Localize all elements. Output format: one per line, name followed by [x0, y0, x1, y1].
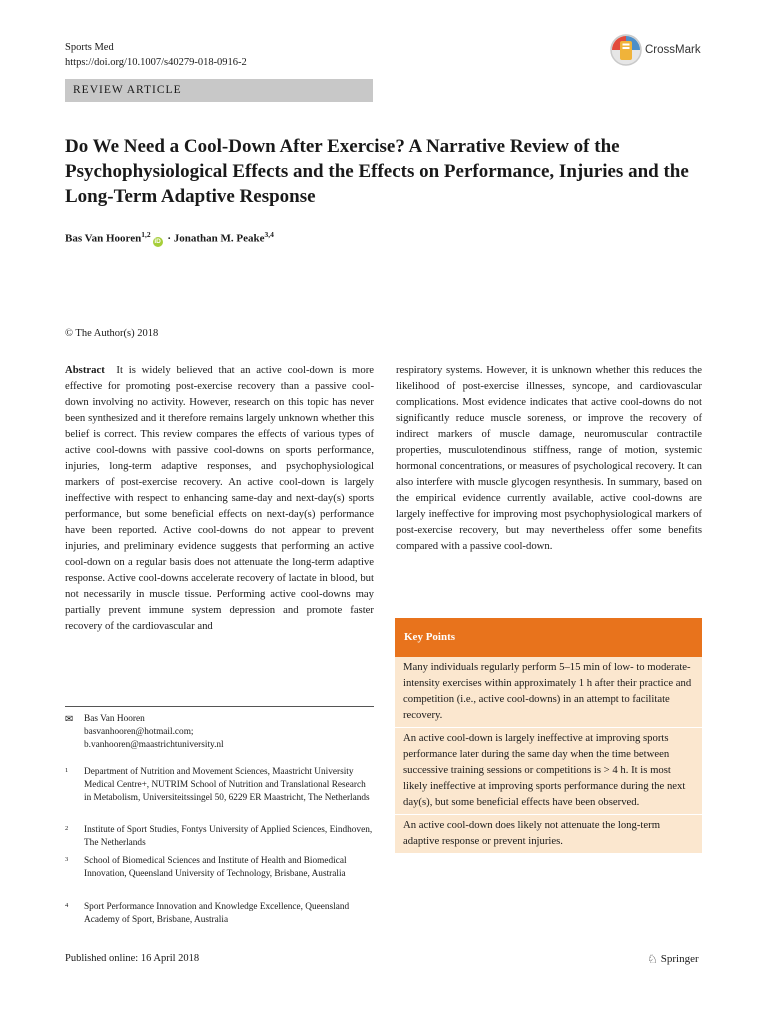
doi-link[interactable]: https://doi.org/10.1007/s40279-018-0916-2 [65, 57, 247, 68]
footnote-divider [65, 706, 374, 707]
abstract-right-column [396, 362, 702, 554]
article-title: Do We Need a Cool-Down After Exercise? A Narrative Review of the Psychophysiological Effects and the Effects on Performance, Injuries and the Long-Term Adaptive Response [65, 136, 689, 207]
article-type: REVIEW ARTICLE [73, 84, 182, 96]
correspondence [65, 713, 374, 750]
abstract-text-right: respiratory systems. However, it is unknown whether this reduces the likelihood of post-exercise illnesses, syncope, and cardiovascular complications. Most evidence indicates that active cool-downs do not significantly reduce muscle soreness, or improve the recovery of indirect markers of muscle damage, neuromuscular contractile properties, musculotendinous stiffness, range of motion, systemic hormonal concentrations, or measures of psychological recovery. It can also interfere with muscle glycogen resynthesis. In summary, based on the empirical evidence currently available, active cool-downs are largely ineffective for improving most psychophysiological markers of post-exercise recovery, but may nevertheless offer some benefits compared with a passive cool-down. [396, 364, 702, 552]
journal-name: Sports Med [65, 42, 114, 53]
author-name[interactable]: Bas Van Hooren [65, 232, 142, 245]
affiliation-item [65, 824, 374, 850]
springer-horse-icon: ♘ [647, 952, 658, 966]
crossmark-icon [609, 33, 643, 67]
affiliation-item [65, 766, 374, 818]
affiliation-number: 3 [65, 856, 69, 863]
crossmark-badge[interactable] [609, 32, 729, 68]
affiliation-number: 1 [65, 767, 69, 774]
email-link[interactable]: basvanhooren@hotmail.com; [84, 727, 194, 737]
author-list: Bas Van Hooren$^{1,2}$iD · Jonathan M. Peake$^{3,4}$ [65, 230, 274, 245]
author-affiliation-ref: 3,4 [264, 230, 274, 239]
email-link[interactable]: b.vanhooren@maastrichtuniversity.nl [84, 740, 224, 750]
abstract-label: Abstract [65, 364, 105, 376]
publisher-name: Springer [660, 953, 699, 965]
affiliation-text: Sport Performance Innovation and Knowledge Excellence, Queensland Academy of Sport, Brisbane, Australia [84, 902, 350, 925]
key-points-box [395, 657, 702, 853]
abstract-text-left: It is widely believed that an active cool-down is more effective for promoting post-exercise recovery than a passive cool-down involving no activity. However, research on this topic has never been synthesized and it therefore remains largely unknown whether this belief is correct. This review compares the effects of various types of active cool-downs with passive cool-downs on sports performance, injuries, long-term adaptive responses, and psychophysiological markers of post-exercise recovery. An active cool-down is largely ineffective with respect to enhancing same-day and next-day(s) sports performance, but some beneficial effects on next-day(s) performance have been reported. Active cool-downs do not appear to prevent injuries, and preliminary evidence suggests that performing an active cool-down on a regular basis does not attenuate the long-term adaptive response. Active cool-downs accelerate recovery of lactate in blood, but not necessarily in muscle tissue. Performing active cool-downs may partially prevent immune system depression and promote faster recovery of the cardiovascular and [65, 364, 374, 632]
abstract-left-column [65, 362, 374, 634]
corresponding-author: Bas Van Hooren [84, 714, 145, 724]
article-type-banner [65, 79, 373, 102]
key-point-item: An active cool-down does likely not attenuate the long-term adaptive response or prevent injuries. [403, 819, 661, 847]
key-point-item: Many individuals regularly perform 5–15 min of low- to moderate-intensity exercises within approximately 1 h after their practice and competition (i.e., active cool-downs) in an attempt to facilitate recovery. [395, 657, 702, 728]
affiliation-text: Institute of Sport Studies, Fontys University of Applied Sciences, Eindhoven, The Netherlands [84, 825, 373, 848]
author-name[interactable]: Jonathan M. Peake [173, 232, 265, 245]
affiliation-item [65, 855, 374, 894]
copyright-notice: © The Author(s) 2018 [65, 328, 159, 339]
publisher-logo [647, 952, 699, 966]
envelope-icon: ✉ [65, 714, 74, 725]
key-points-title: Key Points [404, 631, 456, 643]
publication-date: Published online: 16 April 2018 [65, 953, 200, 964]
affiliation-text: School of Biomedical Sciences and Institute of Health and Biomedical Innovation, Queensland University of Technology, Brisbane, Australia [84, 856, 347, 879]
author-affiliation-ref: 1,2 [141, 230, 151, 239]
key-point-item: An active cool-down is largely ineffective at improving sports performance later during the same day when the time between successive training sessions or competitions is > 4 h. It is most likely ineffective at improving sports performance during the next day(s), but some beneficial effects have been observed. [395, 728, 702, 815]
crossmark-label: CrossMark [645, 44, 701, 56]
affiliation-text: Department of Nutrition and Movement Sciences, Maastricht University Medical Centre+, NUTRIM School of Nutrition and Translational Research in Metabolism, Universiteitssingel 50, 6229 ER Maastricht, The Netherlands [84, 767, 370, 803]
key-points-header [395, 618, 702, 657]
affiliation-number: 2 [65, 825, 69, 832]
affiliation-number: 4 [65, 902, 69, 909]
journal-header [65, 40, 247, 70]
affiliation-item [65, 901, 374, 927]
orcid-icon[interactable]: iD [154, 237, 161, 245]
